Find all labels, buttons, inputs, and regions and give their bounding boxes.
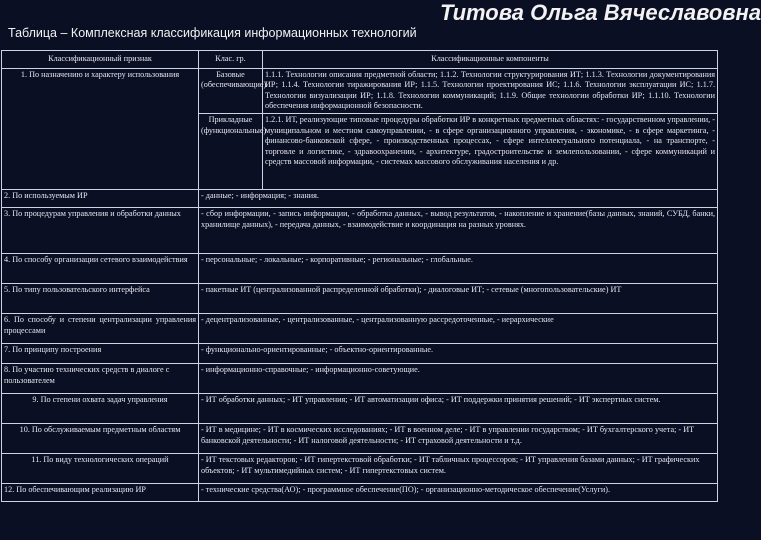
components-cell: - данные; - информация; - знания.	[199, 189, 718, 207]
components-cell: 1.1.1. Технологии описания предметной области; 1.1.2. Технологии структурирования ИТ; 1.1.3. Технологии документирования ИР; 1.1.4. Технологии тиражирования ИР; 1.1.5. Технологии проектирования ИС; 1.1.6. Технологии эксплуатации ИС; 1.1.7. Технологии визуализации ИР; 1.1.8. Технологии коммуникаций; 1.1.9. Общие технологии обработки ИР; 1.1.10. Технологии обеспечения информационной безопасности.	[263, 68, 718, 113]
components-cell: 1.2.1. ИТ, реализующие типовые процедуры обработки ИР в конкретных предметных областях: - государственном управлении, - муниципальном и местном самоуправлении, - в сфере организационного управления, - экономике, - в сфере маркетинга, - финансово-банковской сфере, - производственных процессах, - сфере интеллектуального потенциала, - на транспорте, - торговле и логистике, - здравоохранении, - архитектуре, градостроительстве и землепользовании, - сфере коммуникаций и средств массовой информации, - системах массового обслуживания населения и др.	[263, 113, 718, 189]
feature-cell: 8. По участию технических средств в диалоге с пользователем	[2, 363, 199, 393]
header-feature: Классификационный признак	[2, 51, 199, 69]
table-row	[2, 393, 718, 423]
components-cell: - ИТ текстовых редакторов; - ИТ гипертекстовой обработки; - ИТ табличных процессоров; - ИТ управления базами данных; - ИТ графических объектов; - ИТ мультимедийных систем; - ИТ гипертекстовых систем.	[199, 453, 718, 483]
components-cell: - сбор информации, - запись информации, - обработка данных, - вывод результатов, - накопление и хранение(базы данных, знаний, СУБД, банки, хранилище данных), - передача данных, - взаимодействие и координация на разных уровнях.	[199, 207, 718, 253]
table-row	[2, 283, 718, 313]
table-row	[2, 68, 718, 113]
feature-cell: 3. По процедурам управления и обработки данных	[2, 207, 199, 253]
author-name: Титова Ольга Вячеславовна	[440, 0, 761, 25]
feature-cell: 12. По обеспечивающим реализацию ИР	[2, 483, 199, 501]
table-row	[2, 423, 718, 453]
feature-cell: 6. По способу и степени централизации управления процессами	[2, 313, 199, 343]
components-cell: - информационно-справочные; - информационно-советующие.	[199, 363, 718, 393]
feature-cell: 4. По способу организации сетевого взаимодействия	[2, 253, 199, 283]
classification-table	[1, 50, 718, 502]
components-cell: - технические средства(АО); - программное обеспечение(ПО); - организационно-методическое обеспечение(Услуги).	[199, 483, 718, 501]
components-cell: - персональные; - локальные; - корпоративные; - региональные; - глобальные.	[199, 253, 718, 283]
table-row	[2, 253, 718, 283]
table-row	[2, 453, 718, 483]
components-cell: - ИТ обработки данных; - ИТ управления; - ИТ автоматизации офиса; - ИТ поддержки принятия решений; - ИТ экспертных систем.	[199, 393, 718, 423]
header-components: Классификационные компоненты	[263, 51, 718, 69]
group-cell: Базовые (обеспечивающие)	[199, 68, 263, 113]
table-header-row	[2, 51, 718, 69]
components-cell: - пакетные ИТ (централизованной распределенной обработки); - диалоговые ИТ; - сетевые (многопользовательские) ИТ	[199, 283, 718, 313]
table-row	[2, 207, 718, 253]
group-cell: Прикладные (функциональные)	[199, 113, 263, 189]
feature-cell: 11. По виду технологических операций	[2, 453, 199, 483]
feature-cell: 1. По назначению и характеру использования	[2, 68, 199, 189]
feature-cell: 5. По типу пользовательского интерфейса	[2, 283, 199, 313]
components-cell: - децентрализованные, - централизованные, - централизованную рассредоточенные, - иерархические	[199, 313, 718, 343]
feature-cell: 7. По принципу построения	[2, 343, 199, 363]
table-row	[2, 363, 718, 393]
table-row	[2, 483, 718, 501]
table-title: Таблица – Комплексная классификация информационных технологий	[8, 26, 417, 40]
table-row	[2, 343, 718, 363]
feature-cell: 9. По степени охвата задач управления	[2, 393, 199, 423]
components-cell: - функционально-ориентированные; - объектно-ориентированные.	[199, 343, 718, 363]
components-cell: - ИТ в медицине; - ИТ в космических исследованиях; - ИТ в военном деле; - ИТ в управлении государством; - ИТ бухгалтерского учета; - ИТ банковской деятельности; - ИТ налоговой деятельности; - ИТ страховой деятельности и т.д.	[199, 423, 718, 453]
table-row	[2, 313, 718, 343]
feature-cell: 2. По используемым ИР	[2, 189, 199, 207]
header-group: Клас. гр.	[199, 51, 263, 69]
table-row	[2, 189, 718, 207]
feature-cell: 10. По обслуживаемым предметным областям	[2, 423, 199, 453]
